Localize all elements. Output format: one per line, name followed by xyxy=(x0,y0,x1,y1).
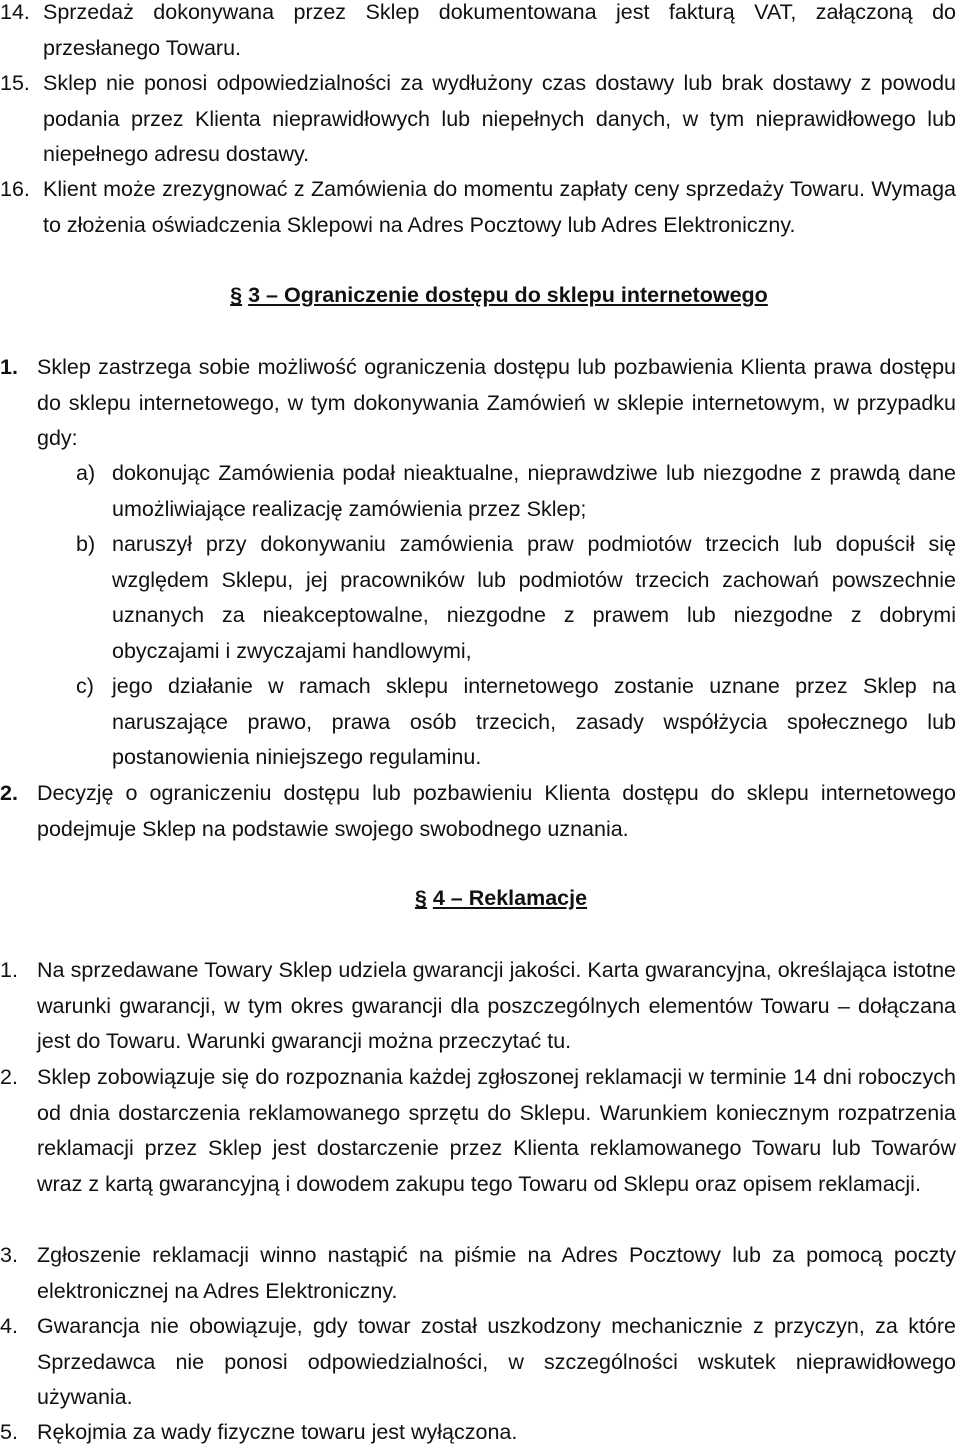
item-number: 2. xyxy=(0,781,18,805)
item-text-content: Rękojmia za wady fizyczne towaru jest wyłączona. xyxy=(37,1420,518,1444)
item-text-content: Gwarancja nie obowiązuje, gdy towar został uszkodzony mechanicznie z przyczyn, za które Sprzedawca nie ponosi odpowiedzialności, w szczególności wskutek nieprawidłowego używania. xyxy=(37,1314,956,1409)
sub-item-text: naruszył przy dokonywaniu zamówienia praw podmiotów trzecich lub dopuścił się względem Sklepu, jej pracowników lub podmiotów trzecich zachowań powszechnie uznanych za nieakceptowalne, niezgodne z prawem lub niezgodne z dobrymi obyczajami i zwyczajami handlowymi, xyxy=(112,532,956,663)
list-item xyxy=(0,172,960,243)
item-text-content: Zgłoszenie reklamacji winno nastąpić na piśmie na Adres Pocztowy lub za pomocą poczty elektronicznej na Adres Elektroniczny. xyxy=(37,1243,956,1303)
sub-item xyxy=(0,669,960,776)
sub-item-letter: c) xyxy=(76,674,94,698)
item-number: 2. xyxy=(0,1065,18,1089)
list-item xyxy=(0,776,960,847)
item-text-content: Sklep zobowiązuje się do rozpoznania każdej zgłoszonej reklamacji w terminie 14 dni roboczych od dnia dostarczenia reklamowanego sprzętu do Sklepu. Warunkiem koniecznym rozpatrzenia reklamacji przez Sklep jest dostarczenie przez Klienta reklamowanego Towaru lub Towarów wraz z kartą gwarancyjną i dowodem zakupu tego Towaru od Sklepu oraz opisem reklamacji. xyxy=(37,1065,956,1196)
sub-item-letter: a) xyxy=(76,461,96,485)
list-item xyxy=(0,953,960,1060)
item-number: 5. xyxy=(0,1420,18,1444)
list-item xyxy=(0,1238,960,1309)
item-number: 1. xyxy=(0,355,18,379)
section-title: 3 – Ograniczenie dostępu do sklepu internetowego xyxy=(248,283,768,307)
item-number: 3. xyxy=(0,1243,18,1267)
item-number: 4. xyxy=(0,1314,18,1338)
item-text xyxy=(37,1238,960,1309)
list-item xyxy=(0,350,960,457)
item-number: 15. xyxy=(0,71,30,95)
item-text xyxy=(43,172,960,243)
section-title: 4 – Reklamacje xyxy=(432,886,588,910)
item-text-content: Sprzedaż dokonywana przez Sklep dokumentowana jest fakturą VAT, załączoną do przesłanego Towaru. xyxy=(43,0,956,60)
item-text-content: Decyzję o ograniczeniu dostępu lub pozbawieniu Klienta dostępu do sklepu internetowego podejmuje Sklep na podstawie swojego swobodnego uznania. xyxy=(37,781,956,841)
paragraph-sign: § xyxy=(414,886,427,910)
section-heading xyxy=(0,278,960,314)
paragraph-sign: § xyxy=(230,283,243,307)
item-text xyxy=(37,776,960,847)
item-text xyxy=(43,0,960,66)
list-item xyxy=(0,0,960,66)
item-text-content: Sklep nie ponosi odpowiedzialności za wydłużony czas dostawy lub brak dostawy z powodu podania przez Klienta nieprawidłowych lub niepełnych danych, w tym nieprawidłowego lub niepełnego adresu dostawy. xyxy=(43,71,956,166)
sub-item-letter: b) xyxy=(76,532,96,556)
item-text xyxy=(37,1415,960,1451)
item-number: 16. xyxy=(0,177,30,201)
item-text-content: Klient może zrezygnować z Zamówienia do momentu zapłaty ceny sprzedaży Towaru. Wymaga to złożenia oświadczenia Sklepowi na Adres Pocztowy lub Adres Elektroniczny. xyxy=(43,177,956,237)
sub-item-text: dokonując Zamówienia podał nieaktualne, nieprawdziwe lub niezgodne z prawdą dane umożliwiające realizację zamówienia przez Sklep; xyxy=(112,461,956,521)
item-number: 14. xyxy=(0,0,30,24)
sub-item xyxy=(0,527,960,669)
item-text xyxy=(43,66,960,173)
item-text-content: Na sprzedawane Towary Sklep udziela gwarancji jakości. Karta gwarancyjna, określająca istotne warunki gwarancji, w tym okres gwarancji dla poszczególnych elementów Towaru – dołączana jest do Towaru. Warunki gwarancji można przeczytać tu. xyxy=(37,958,956,1053)
sub-item xyxy=(0,456,960,527)
item-number: 1. xyxy=(0,958,18,982)
item-text-content: Sklep zastrzega sobie możliwość ograniczenia dostępu lub pozbawienia Klienta prawa dostępu do sklepu internetowego, w tym dokonywania Zamówień w sklepie internetowym, w przypadku gdy: xyxy=(37,355,956,450)
item-text xyxy=(37,1060,960,1202)
list-item xyxy=(0,1415,960,1451)
list-item xyxy=(0,1060,960,1202)
list-item xyxy=(0,1309,960,1416)
item-text xyxy=(37,953,960,1060)
item-text xyxy=(37,1309,960,1416)
sub-item-text: jego działanie w ramach sklepu internetowego zostanie uznane przez Sklep na naruszające prawo, prawa osób trzecich, zasady współżycia społecznego lub postanowienia niniejszego regulaminu. xyxy=(112,674,956,769)
item-text xyxy=(37,350,960,457)
section-heading xyxy=(0,881,960,917)
list-item xyxy=(0,66,960,173)
